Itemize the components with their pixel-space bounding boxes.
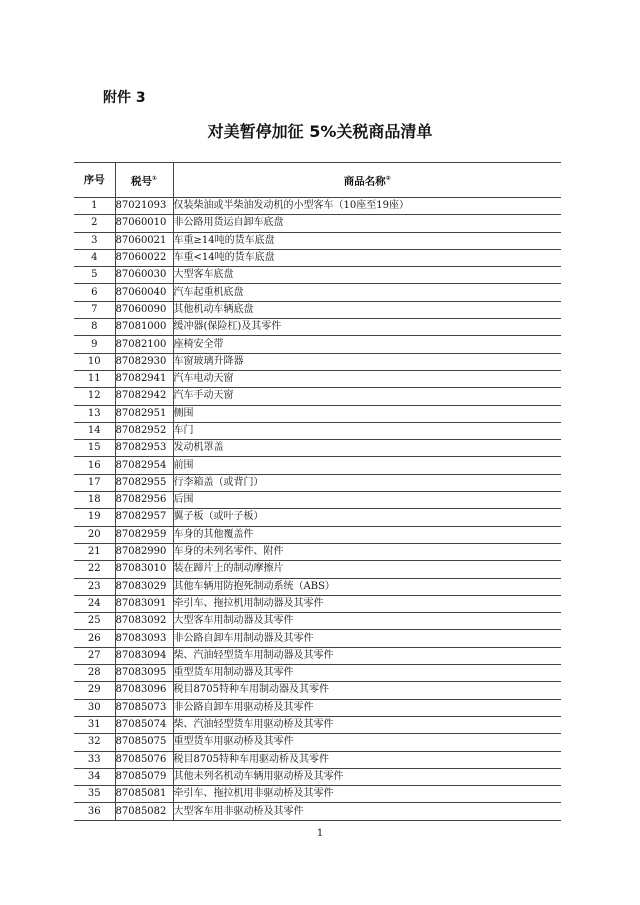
row-product-name: 税目8705特种车用制动器及其零件 — [173, 682, 561, 699]
document-title: 对美暂停加征 5%关税商品清单 — [207, 122, 433, 141]
table-row — [74, 682, 561, 699]
row-product-name: 车身的未列名零件、附件 — [173, 543, 561, 560]
row-product-name: 仅装柴油或半柴油发动机的小型客车（10座至19座） — [173, 198, 561, 215]
row-seq: 31 — [74, 716, 115, 733]
row-seq: 12 — [74, 388, 115, 405]
row-seq: 10 — [74, 353, 115, 370]
table-row — [74, 543, 561, 560]
table-header — [74, 163, 561, 198]
row-product-name: 汽车手动天窗 — [173, 388, 561, 405]
table-row — [74, 595, 561, 612]
row-tariff-code: 87082954 — [115, 457, 173, 474]
row-seq: 36 — [74, 803, 115, 820]
row-product-name: 柴、汽油轻型货车用驱动桥及其零件 — [173, 716, 561, 733]
row-tariff-code: 87083096 — [115, 682, 173, 699]
footnote-marker-name: ② — [385, 174, 391, 182]
row-tariff-code: 87021093 — [115, 198, 173, 215]
row-product-name: 非公路自卸车用制动器及其零件 — [173, 630, 561, 647]
row-product-name: 牵引车、拖拉机用非驱动桥及其零件 — [173, 786, 561, 803]
row-product-name: 重型货车用制动器及其零件 — [173, 665, 561, 682]
row-seq: 20 — [74, 526, 115, 543]
row-seq: 4 — [74, 249, 115, 266]
row-product-name: 非公路自卸车用驱动桥及其零件 — [173, 699, 561, 716]
attachment-label: 附件 3 — [103, 90, 146, 106]
row-tariff-code: 87083094 — [115, 647, 173, 664]
row-tariff-code: 87082957 — [115, 509, 173, 526]
row-tariff-code: 87085076 — [115, 751, 173, 768]
header-seq-label: 序号 — [83, 174, 105, 186]
header-seq — [74, 163, 115, 198]
row-product-name: 其他未列名机动车辆用驱动桥及其零件 — [173, 768, 561, 785]
row-tariff-code: 87083095 — [115, 665, 173, 682]
row-product-name: 后围 — [173, 492, 561, 509]
table-row — [74, 751, 561, 768]
row-seq: 17 — [74, 474, 115, 491]
row-seq: 28 — [74, 665, 115, 682]
row-seq: 6 — [74, 284, 115, 301]
row-product-name: 前围 — [173, 457, 561, 474]
row-tariff-code: 87082942 — [115, 388, 173, 405]
row-product-name: 车身的其他覆盖件 — [173, 526, 561, 543]
row-product-name: 车门 — [173, 422, 561, 439]
table-row — [74, 422, 561, 439]
row-seq: 33 — [74, 751, 115, 768]
row-seq: 32 — [74, 734, 115, 751]
row-tariff-code: 87082941 — [115, 370, 173, 387]
row-tariff-code: 87082959 — [115, 526, 173, 543]
row-product-name: 装在蹄片上的制动摩擦片 — [173, 561, 561, 578]
row-tariff-code: 87085082 — [115, 803, 173, 820]
row-seq: 3 — [74, 232, 115, 249]
table-row — [74, 786, 561, 803]
table-row — [74, 215, 561, 232]
header-code-label: 税号 — [130, 175, 152, 188]
table-row — [74, 509, 561, 526]
row-product-name: 侧围 — [173, 405, 561, 422]
table-row — [74, 613, 561, 630]
table-row — [74, 301, 561, 318]
table-row — [74, 370, 561, 387]
row-product-name: 柴、汽油轻型货车用制动器及其零件 — [173, 647, 561, 664]
table-row — [74, 699, 561, 716]
row-tariff-code: 87083093 — [115, 630, 173, 647]
row-product-name: 税目8705特种车用驱动桥及其零件 — [173, 751, 561, 768]
row-product-name: 座椅安全带 — [173, 336, 561, 353]
table-row — [74, 284, 561, 301]
row-product-name: 车重<14吨的货车底盘 — [173, 249, 561, 266]
table-row — [74, 198, 561, 215]
table-row — [74, 457, 561, 474]
table-row — [74, 405, 561, 422]
row-tariff-code: 87085075 — [115, 734, 173, 751]
table-row — [74, 665, 561, 682]
table-row — [74, 526, 561, 543]
table-row — [74, 249, 561, 266]
row-seq: 30 — [74, 699, 115, 716]
header-row — [74, 163, 561, 198]
footnote-marker-code: ① — [151, 174, 158, 182]
table-row — [74, 353, 561, 370]
table-row — [74, 768, 561, 785]
row-product-name: 其他车辆用防抱死制动系统（ABS） — [173, 578, 561, 595]
row-tariff-code: 87060021 — [115, 232, 173, 249]
table-row — [74, 319, 561, 336]
row-product-name: 缓冲器(保险杠)及其零件 — [173, 319, 561, 336]
row-tariff-code: 87082990 — [115, 543, 173, 560]
row-product-name: 汽车电动天窗 — [173, 370, 561, 387]
row-tariff-code: 87082951 — [115, 405, 173, 422]
table-row — [74, 440, 561, 457]
row-tariff-code: 87060010 — [115, 215, 173, 232]
row-seq: 2 — [74, 215, 115, 232]
header-name — [173, 163, 561, 198]
row-tariff-code: 87082952 — [115, 422, 173, 439]
row-seq: 1 — [74, 198, 115, 215]
row-seq: 18 — [74, 492, 115, 509]
row-seq: 21 — [74, 543, 115, 560]
table-row — [74, 267, 561, 284]
tariff-table — [74, 162, 561, 821]
table-row — [74, 734, 561, 751]
row-seq: 26 — [74, 630, 115, 647]
row-tariff-code: 87082955 — [115, 474, 173, 491]
table-body — [74, 198, 561, 821]
row-seq: 13 — [74, 405, 115, 422]
row-tariff-code: 87060040 — [115, 284, 173, 301]
table-row — [74, 578, 561, 595]
row-tariff-code: 87085073 — [115, 699, 173, 716]
row-seq: 29 — [74, 682, 115, 699]
table-row — [74, 388, 561, 405]
row-tariff-code: 87082956 — [115, 492, 173, 509]
row-seq: 23 — [74, 578, 115, 595]
page-number: 1 — [316, 828, 324, 839]
row-product-name: 大型客车底盘 — [173, 267, 561, 284]
row-seq: 11 — [74, 370, 115, 387]
row-product-name: 翼子板（或叶子板） — [173, 509, 561, 526]
row-tariff-code: 87060090 — [115, 301, 173, 318]
row-seq: 34 — [74, 768, 115, 785]
row-product-name: 其他机动车辆底盘 — [173, 301, 561, 318]
row-product-name: 重型货车用驱动桥及其零件 — [173, 734, 561, 751]
header-name-label: 商品名称 — [343, 175, 386, 188]
row-seq: 22 — [74, 561, 115, 578]
row-product-name: 车窗玻璃升降器 — [173, 353, 561, 370]
table-row — [74, 492, 561, 509]
row-tariff-code: 87085079 — [115, 768, 173, 785]
table-row — [74, 716, 561, 733]
row-seq: 25 — [74, 613, 115, 630]
row-tariff-code: 87082953 — [115, 440, 173, 457]
row-tariff-code: 87060022 — [115, 249, 173, 266]
row-seq: 15 — [74, 440, 115, 457]
row-product-name: 牵引车、拖拉机用制动器及其零件 — [173, 595, 561, 612]
row-tariff-code: 87083092 — [115, 613, 173, 630]
row-seq: 5 — [74, 267, 115, 284]
row-tariff-code: 87082930 — [115, 353, 173, 370]
row-product-name: 大型客车用制动器及其零件 — [173, 613, 561, 630]
table-row — [74, 803, 561, 820]
table-row — [74, 336, 561, 353]
row-tariff-code: 87060030 — [115, 267, 173, 284]
row-seq: 19 — [74, 509, 115, 526]
row-seq: 35 — [74, 786, 115, 803]
row-seq: 24 — [74, 595, 115, 612]
row-seq: 27 — [74, 647, 115, 664]
row-tariff-code: 87083010 — [115, 561, 173, 578]
row-product-name: 行李箱盖（或背门） — [173, 474, 561, 491]
row-seq: 9 — [74, 336, 115, 353]
table-row — [74, 474, 561, 491]
table-row — [74, 232, 561, 249]
row-product-name: 非公路用货运自卸车底盘 — [173, 215, 561, 232]
row-seq: 7 — [74, 301, 115, 318]
table-row — [74, 561, 561, 578]
row-product-name: 汽车起重机底盘 — [173, 284, 561, 301]
table-row — [74, 630, 561, 647]
row-tariff-code: 87083029 — [115, 578, 173, 595]
row-product-name: 发动机罩盖 — [173, 440, 561, 457]
row-seq: 8 — [74, 319, 115, 336]
row-tariff-code: 87083091 — [115, 595, 173, 612]
row-tariff-code: 87085081 — [115, 786, 173, 803]
row-product-name: 大型客车用非驱动桥及其零件 — [173, 803, 561, 820]
row-tariff-code: 87082100 — [115, 336, 173, 353]
header-code — [115, 163, 173, 198]
row-seq: 16 — [74, 457, 115, 474]
row-tariff-code: 87085074 — [115, 716, 173, 733]
row-seq: 14 — [74, 422, 115, 439]
row-tariff-code: 87081000 — [115, 319, 173, 336]
table-row — [74, 647, 561, 664]
row-product-name: 车重≥14吨的货车底盘 — [173, 232, 561, 249]
